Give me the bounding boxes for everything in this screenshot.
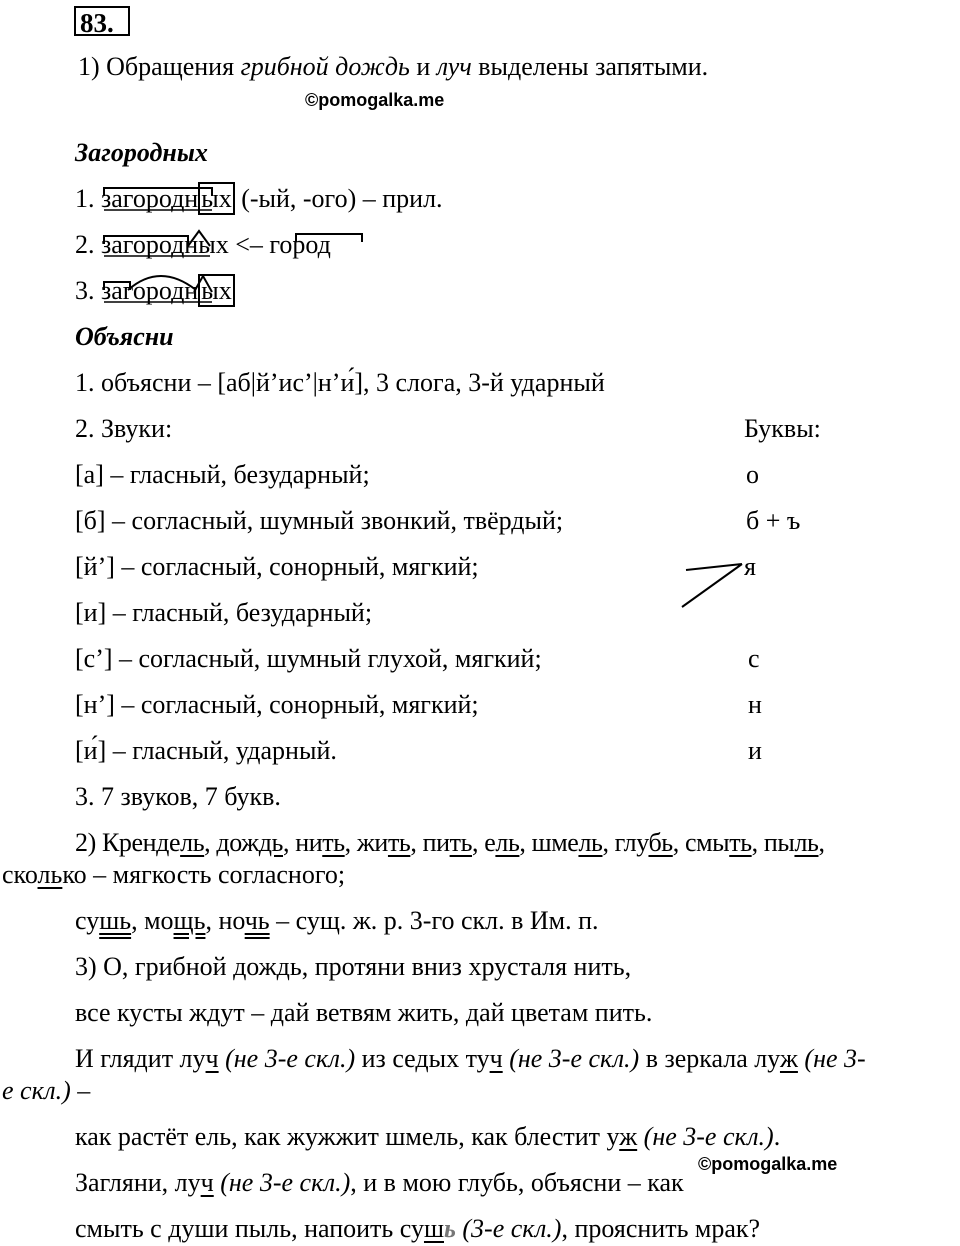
letter-cell: о (746, 460, 759, 489)
part2-line-3 (75, 906, 599, 936)
text-segment: ж (619, 1122, 638, 1151)
poem-line-5 (75, 1168, 684, 1198)
text-segment: (не 3-е скл.) (509, 1044, 640, 1073)
text-segment: , прояснить мрак? (561, 1214, 761, 1243)
letter-cell: н (748, 690, 762, 719)
text-segment: , ни (283, 828, 323, 857)
text-segment: бь (648, 828, 673, 857)
watermark: ©pomogalka.me (305, 90, 445, 110)
heading-zagorodnyh: Загородных (75, 138, 208, 167)
root-word: город (269, 230, 331, 259)
morph-line-3 (75, 276, 235, 306)
ending-box: ых (198, 182, 234, 215)
poem-line-4 (75, 1122, 780, 1152)
text-segment: чь (244, 906, 270, 935)
letter-cell: б + ъ (746, 506, 801, 535)
text-segment: ль (794, 828, 819, 857)
text-segment: , е (472, 828, 496, 857)
text-segment: Загляни, лу (75, 1168, 201, 1197)
text: выделены запятыми. (471, 52, 709, 81)
sounds-header: 2. Звуки: (75, 414, 173, 443)
connector-lines (682, 564, 742, 607)
text-segment: , смы (672, 828, 730, 857)
poem-line-6 (75, 1214, 760, 1244)
phonetic-line: 1. объясни – [аб|й’ис’|н’и́], 3 слога, 3-й ударный (75, 368, 605, 397)
text-segment: ж (779, 1044, 798, 1073)
letter-cell: я (744, 552, 756, 581)
count-line: 3. 7 звуков, 7 букв. (75, 782, 281, 811)
morph-line-1 (75, 184, 443, 214)
text-segment: ть (729, 828, 752, 857)
text-segment: , глу (602, 828, 649, 857)
poem-line-1: 3) О, грибной дождь, протяни вниз хрусталя нить, (75, 952, 632, 981)
text-segment: дь (258, 828, 284, 857)
text-segment: И глядит лу (75, 1044, 206, 1073)
text-segment: ль (578, 828, 603, 857)
text-segment: , шме (519, 828, 579, 857)
sound-row: [с’] – согласный, шумный глухой, мягкий; (75, 644, 542, 673)
text-segment: , и в мою глубь, объясни – как (350, 1168, 684, 1197)
text-segment: ль (495, 828, 520, 857)
text-segment: 2) Кренде (75, 828, 181, 857)
text: и (409, 52, 437, 81)
text-segment: ть (387, 828, 411, 857)
text-segment: (не 3-е скл.) (643, 1122, 774, 1151)
poem-line-3 (75, 1044, 866, 1074)
exercise-number: 83. (74, 6, 130, 36)
text-segment: ско (2, 860, 38, 889)
text-segment: . (773, 1122, 781, 1151)
text: 1) Обращения (78, 52, 241, 81)
text-segment: , но (205, 906, 245, 935)
text-segment: смыть с души пыль, напоить су (75, 1214, 424, 1243)
text: 1. загородн (75, 184, 199, 213)
text-segment: , жи (344, 828, 388, 857)
italic-text: луч (436, 52, 472, 81)
sound-row: [и́] – гласный, ударный. (75, 736, 337, 765)
text-segment: (не 3- (804, 1044, 866, 1073)
text-segment: ч (205, 1044, 219, 1073)
watermark: ©pomogalka.me (698, 1154, 838, 1174)
part1-line (78, 52, 708, 82)
letters-header: Буквы: (744, 414, 821, 443)
text: 3. загородн (75, 276, 199, 305)
text-segment: в зеркала лу (639, 1044, 780, 1073)
text: (-ый, -ого) – прил. (234, 184, 443, 213)
text-segment: (не 3-е скл.) (220, 1168, 351, 1197)
heading-obyasni: Объясни (75, 322, 174, 351)
letter-cell: с (748, 644, 760, 673)
text-segment: – сущ. ж. р. 3-го скл. в Им. п. (269, 906, 599, 935)
text-segment: ч (489, 1044, 503, 1073)
text-segment: ть (449, 828, 473, 857)
part2-line-1 (75, 828, 825, 858)
sound-row: [н’] – согласный, сонорный, мягкий; (75, 690, 479, 719)
sound-row: [б] – согласный, шумный звонкий, твёрдый; (75, 506, 564, 535)
text-segment: шь (99, 906, 132, 935)
italic-text: грибной дождь (240, 52, 410, 81)
ending-box: ых (198, 274, 234, 307)
text-segment: су (75, 906, 100, 935)
text-segment: (3-е скл.) (462, 1214, 562, 1243)
letter-cell: и (748, 736, 762, 765)
text-segment: ш (423, 1214, 444, 1243)
text-segment: , (818, 828, 825, 857)
poem-line-3-cont: е скл.) – (2, 1076, 91, 1105)
text-segment: из седых ту (355, 1044, 490, 1073)
text-segment: ль (37, 860, 63, 889)
text-segment: , пы (751, 828, 795, 857)
text-segment: ть (322, 828, 345, 857)
part2-line-2 (2, 860, 345, 890)
poem-line-2: все кусты ждут – дай ветвям жить, дай цветам пить. (75, 998, 653, 1027)
text-segment: , дож (204, 828, 259, 857)
text-segment: ко – мягкость согласного; (62, 860, 346, 889)
text-segment: ч (200, 1168, 214, 1197)
sound-row: [а] – гласный, безударный; (75, 460, 370, 489)
text-segment: ль (180, 828, 205, 857)
text-segment: ь (444, 1214, 456, 1243)
morph-line-2 (75, 230, 331, 260)
text-segment: , мо (131, 906, 174, 935)
text-segment: как растёт ель, как жужжит шмель, как блестит у (75, 1122, 620, 1151)
sound-row: [й’] – согласный, сонорный, мягкий; (75, 552, 479, 581)
sound-row: [и] – гласный, безударный; (75, 598, 373, 627)
text-segment: , пи (410, 828, 450, 857)
text-segment: щь (173, 906, 206, 935)
text: 2. загородных <– (75, 230, 270, 259)
text-segment: (не 3-е скл.) (225, 1044, 356, 1073)
